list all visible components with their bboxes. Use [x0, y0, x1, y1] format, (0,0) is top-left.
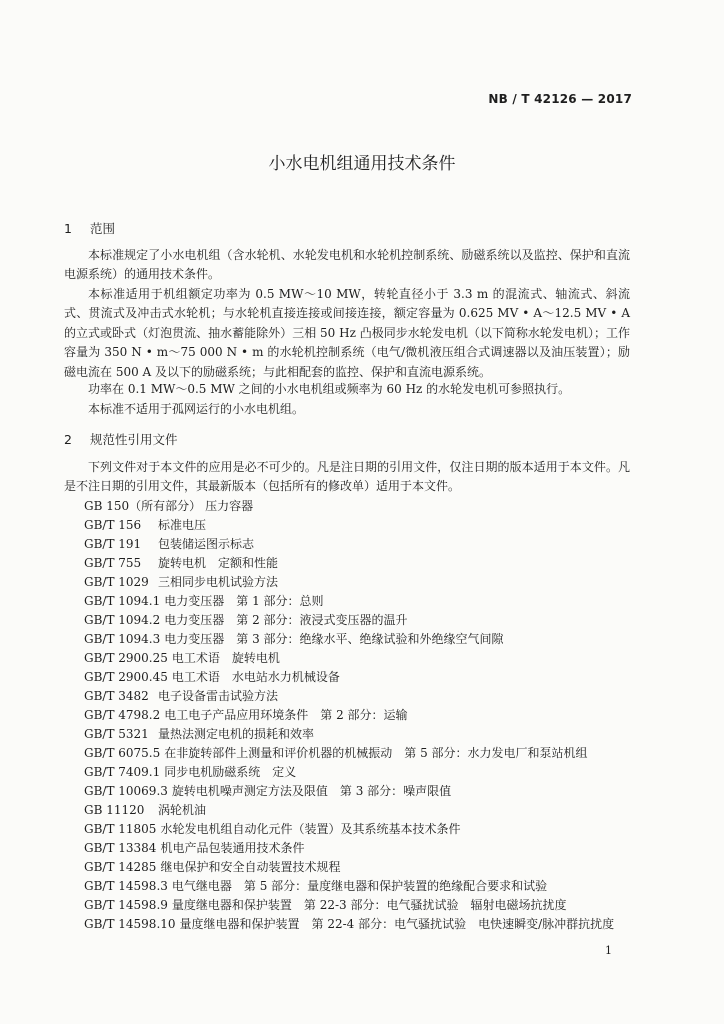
reference-item: [84, 535, 644, 554]
reference-item: [84, 858, 644, 877]
section-1-number: 1: [64, 221, 72, 236]
reference-code: GB/T 156: [84, 518, 142, 532]
section-2-title: 规范性引用文件: [89, 432, 178, 447]
section-1-title: 范围: [89, 221, 115, 236]
reference-item: [84, 516, 644, 535]
section-2-number: 2: [64, 432, 72, 447]
reference-item: [84, 497, 644, 516]
section-2-intro: 下列文件对于本文件的应用是必不可少的。凡是注日期的引用文件，仅注日期的版本适用于本文件。凡是不注日期的引用文件，其最新版本（包括所有的修改单）适用于本文件。: [64, 460, 630, 494]
reference-name: 电工电子产品应用环境条件 第 2 部分：运输: [164, 708, 408, 722]
reference-name: 包装储运图示标志: [158, 537, 255, 551]
reference-item: [84, 782, 644, 801]
section-1-paragraph-2: 本标准适用于机组额定功率为 0.5 MW～10 MW，转轮直径小于 3.3 m 的混流式、轴流式、斜流式、贯流式及冲击式水轮机；与水轮机直接连接或间接连接，额定容量为 0.625 MV • A～12.5 MV • A 的立式或卧式（灯泡贯流、抽水蓄能除外）三相 50 Hz 凸极同步水轮发电机（以下简称水轮发电机）；工作容量为 350 N • m～75 000 N • m 的水轮机控制系统（电气/微机液压组合式调速器以及油压装置）；励磁电流在 500 A 及以下的励磁系统；与此相配套的监控、保护和直流电源系统。: [64, 287, 630, 379]
reference-name: 旋转电机 定额和性能: [158, 556, 279, 570]
reference-item: [84, 554, 644, 573]
reference-code: GB/T 2900.25: [84, 651, 168, 665]
standard-code-header: NB / T 42126 — 2017: [488, 92, 632, 106]
reference-item: [84, 649, 644, 668]
reference-name: 涡轮机油: [158, 803, 207, 817]
reference-name: 三相同步电机试验方法: [158, 575, 279, 589]
reference-code: GB/T 1094.3: [84, 632, 161, 646]
reference-item: [84, 706, 644, 725]
reference-name: 标准电压: [158, 518, 207, 532]
reference-name: 在非旋转部件上测量和评价机器的机械振动 第 5 部分：水力发电厂和泵站机组: [164, 746, 588, 760]
document-title: 小水电机组通用技术条件: [268, 154, 456, 174]
section-2-heading: [64, 430, 178, 448]
reference-code: GB/T 3482: [84, 689, 149, 703]
reference-item: [84, 763, 644, 782]
reference-name: 量度继电器和保护装置 第 22-3 部分：电气骚扰试验 辐射电磁场抗扰度: [171, 898, 567, 912]
reference-code: GB/T 14598.10: [84, 917, 176, 931]
reference-code: GB/T 4798.2: [84, 708, 161, 722]
reference-name: 旋转电机噪声测定方法及限值 第 3 部分：噪声限值: [171, 784, 452, 798]
reference-code: GB/T 13384: [84, 841, 157, 855]
reference-name: 同步电机励磁系统 定义: [164, 765, 297, 779]
reference-name: 压力容器: [205, 499, 254, 513]
reference-item: [84, 744, 644, 763]
reference-name: 电力变压器 第 1 部分：总则: [164, 594, 324, 608]
reference-code: GB 150（所有部分）: [84, 499, 202, 513]
reference-name: 电力变压器 第 2 部分：液浸式变压器的温升: [164, 613, 408, 627]
reference-item: [84, 611, 644, 630]
reference-code: GB/T 1094.2: [84, 613, 161, 627]
reference-code: GB/T 5321: [84, 727, 149, 741]
reference-code: GB/T 7409.1: [84, 765, 161, 779]
reference-item: [84, 630, 644, 649]
reference-code: GB/T 755: [84, 556, 142, 570]
section-1-heading: [64, 219, 115, 237]
reference-name: 量度继电器和保护装置 第 22-4 部分：电气骚扰试验 电快速瞬变/脉冲群抗扰度: [179, 917, 615, 931]
reference-code: GB/T 14598.9: [84, 898, 168, 912]
reference-item: [84, 573, 644, 592]
reference-code: GB/T 191: [84, 537, 142, 551]
reference-name: 量热法测定电机的损耗和效率: [158, 727, 315, 741]
page-number: 1: [605, 944, 612, 957]
reference-item: [84, 592, 644, 611]
reference-name: 电力变压器 第 3 部分：绝缘水平、绝缘试验和外绝缘空气间隙: [164, 632, 504, 646]
reference-item: [84, 877, 644, 896]
reference-code: GB/T 10069.3: [84, 784, 168, 798]
reference-code: GB/T 6075.5: [84, 746, 161, 760]
reference-code: GB/T 1094.1: [84, 594, 161, 608]
reference-item: [84, 820, 644, 839]
reference-code: GB/T 14598.3: [84, 879, 168, 893]
reference-code: GB 11120: [84, 803, 145, 817]
reference-name: 电工术语 水电站水力机械设备: [171, 670, 340, 684]
reference-item: [84, 725, 644, 744]
reference-name: 水轮发电机组自动化元件（装置）及其系统基本技术条件: [160, 822, 461, 836]
reference-name: 继电保护和安全自动装置技术规程: [160, 860, 341, 874]
reference-name: 电子设备雷击试验方法: [158, 689, 279, 703]
reference-code: GB/T 1029: [84, 575, 149, 589]
section-1-paragraph-1: 本标准规定了小水电机组（含水轮机、水轮发电机和水轮机控制系统、励磁系统以及监控、保护和直流电源系统）的通用技术条件。: [64, 248, 630, 282]
reference-name: 机电产品包装通用技术条件: [160, 841, 305, 855]
section-1-paragraph-3: 功率在 0.1 MW～0.5 MW 之间的小水电机组或频率为 60 Hz 的水轮发电机可参照执行。: [88, 382, 571, 396]
reference-item: [84, 668, 644, 687]
reference-name: 电工术语 旋转电机: [171, 651, 280, 665]
reference-item: [84, 687, 644, 706]
reference-code: GB/T 11805: [84, 822, 157, 836]
reference-item: [84, 915, 644, 934]
reference-name: 电气继电器 第 5 部分：量度继电器和保护装置的绝缘配合要求和试验: [171, 879, 548, 893]
reference-item: [84, 839, 644, 858]
reference-code: GB/T 2900.45: [84, 670, 168, 684]
reference-item: [84, 896, 644, 915]
section-1-paragraph-4: 本标准不适用于孤网运行的小水电机组。: [88, 402, 305, 416]
reference-code: GB/T 14285: [84, 860, 157, 874]
reference-item: [84, 801, 644, 820]
